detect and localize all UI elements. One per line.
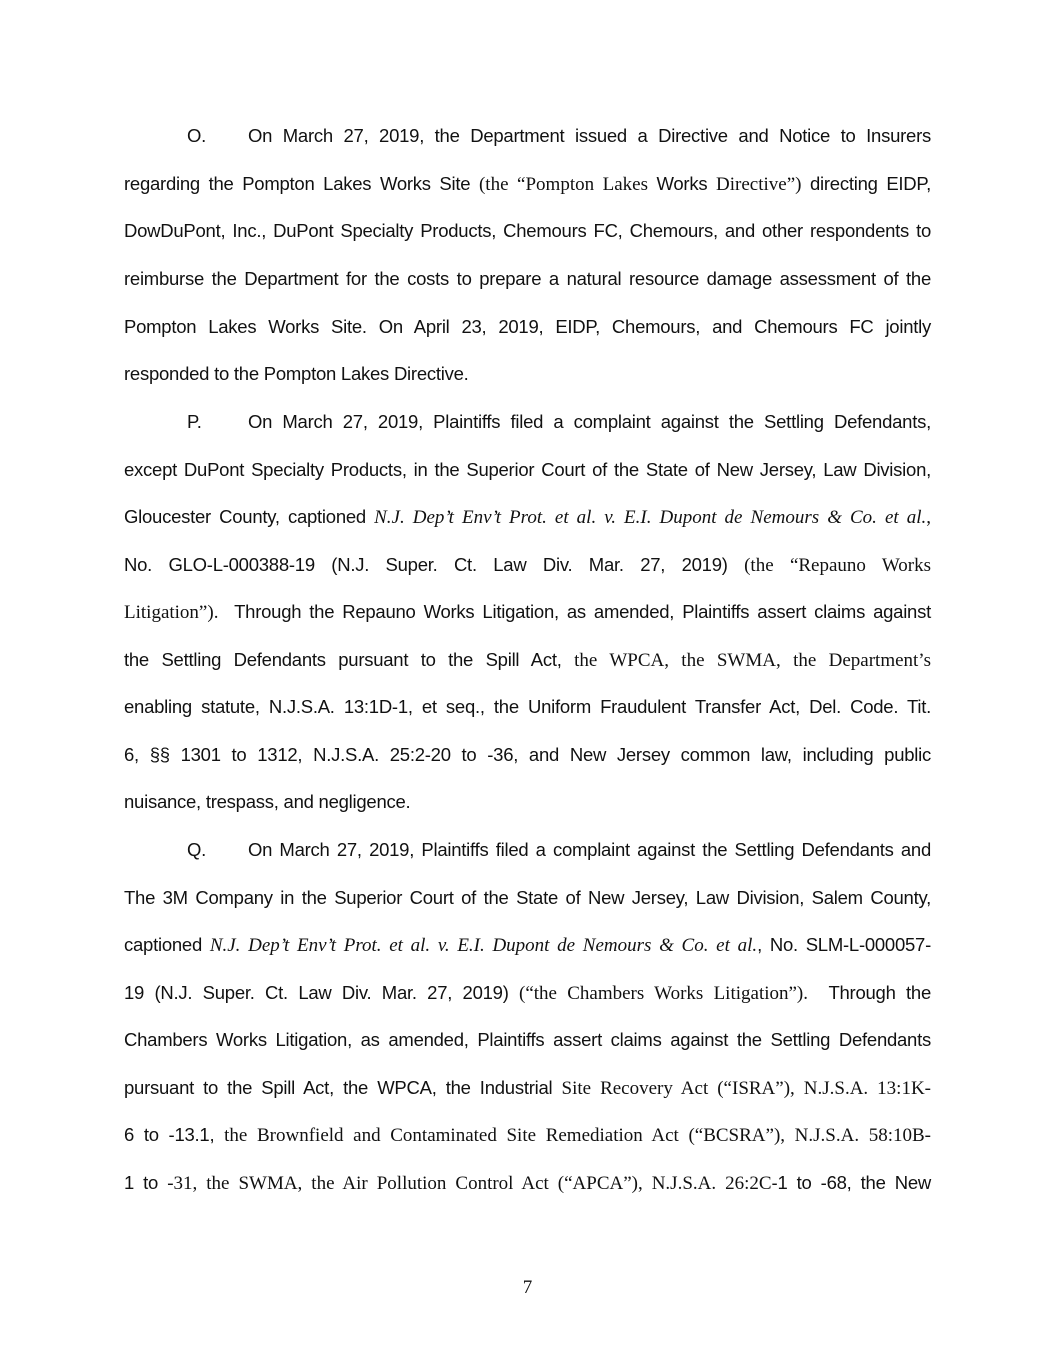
paragraph-q-line-2: The 3M Company in the Superior Court of the State of New Jersey, Law Division, Salem County,	[124, 887, 931, 908]
paragraph-p-line-4: No. GLO-L-000388-19 (N.J. Super. Ct. Law Div. Mar. 27, 2019) (the “Repauno Works	[124, 554, 931, 576]
paragraph-o-line-5: Pompton Lakes Works Site. On April 23, 2019, EIDP, Chemours, and Chemours FC jointly	[124, 316, 931, 337]
paragraph-o-line-6: responded to the Pompton Lakes Directive.	[124, 363, 469, 384]
paragraph-q-label: Q.	[187, 839, 207, 860]
paragraph-p-line-2: except DuPont Specialty Products, in the Superior Court of the State of New Jersey, Law Division,	[124, 459, 931, 480]
paragraph-q-line-1: Q. On March 27, 2019, Plaintiffs filed a complaint against the Settling Defendants and	[187, 835, 931, 865]
paragraph-o-line-3: DowDuPont, Inc., DuPont Specialty Products, Chemours FC, Chemours, and other respondents to	[124, 220, 931, 241]
paragraph-q-line-7: 6 to -13.1, the Brownfield and Contaminated Site Remediation Act (“BCSRA”), N.J.S.A. 58:10B-	[124, 1124, 932, 1146]
paragraph-o-line-2: regarding the Pompton Lakes Works Site (the “Pompton Lakes Works Directive”) directing EIDP,	[124, 173, 932, 195]
paragraph-o-line-4: reimburse the Department for the costs to prepare a natural resource damage assessment of the	[124, 268, 931, 289]
paragraph-q-line-3: captioned N.J. Dep’t Env’t Prot. et al. v. E.I. Dupont de Nemours & Co. et al., No. SLM-L-000057-	[124, 934, 931, 956]
paragraph-q-line-8: 1 to -31, the SWMA, the Air Pollution Control Act (“APCA”), N.J.S.A. 26:2C-1 to -68, the New	[124, 1172, 931, 1194]
paragraph-p-line-5: Litigation”). Through the Repauno Works Litigation, as amended, Plaintiffs assert claims against	[124, 601, 931, 623]
case-caption-repauno: N.J. Dep’t Env’t Prot. et al. v. E.I. Dupont de Nemours & Co. et al.	[374, 507, 927, 528]
paragraph-p-line-8: 6, §§ 1301 to 1312, N.J.S.A. 25:2-20 to -36, and New Jersey common law, including public	[124, 744, 931, 765]
paragraph-p-line-7: enabling statute, N.J.S.A. 13:1D-1, et seq., the Uniform Fraudulent Transfer Act, Del. Code. Tit.	[124, 696, 931, 717]
paragraph-p-line-3: Gloucester County, captioned N.J. Dep’t Env’t Prot. et al. v. E.I. Dupont de Nemours & Co. et al.,	[124, 506, 932, 528]
paragraph-q-line-5: Chambers Works Litigation, as amended, Plaintiffs assert claims against the Settling Defendants	[124, 1029, 931, 1050]
paragraph-p-label: P.	[187, 411, 202, 432]
paragraph-o-line-1: O. On March 27, 2019, the Department issued a Directive and Notice to Insurers	[187, 121, 931, 151]
paragraph-o-label: O.	[187, 125, 207, 146]
paragraph-q-line-6: pursuant to the Spill Act, the WPCA, the Industrial Site Recovery Act (“ISRA”), N.J.S.A. 13:1K-	[124, 1077, 931, 1099]
paragraph-p-line-9: nuisance, trespass, and negligence.	[124, 791, 411, 812]
paragraph-q-line-4: 19 (N.J. Super. Ct. Law Div. Mar. 27, 2019) (“the Chambers Works Litigation”). Through the	[124, 982, 931, 1004]
case-caption-chambers: N.J. Dep’t Env’t Prot. et al. v. E.I. Dupont de Nemours & Co. et al.	[209, 935, 758, 956]
paragraph-p-line-6: the Settling Defendants pursuant to the Spill Act, the WPCA, the SWMA, the Department’s	[124, 649, 931, 671]
paragraph-p-line-1: P. On March 27, 2019, Plaintiffs filed a complaint against the Settling Defendants,	[187, 407, 931, 437]
page-number: 7	[522, 1277, 533, 1298]
